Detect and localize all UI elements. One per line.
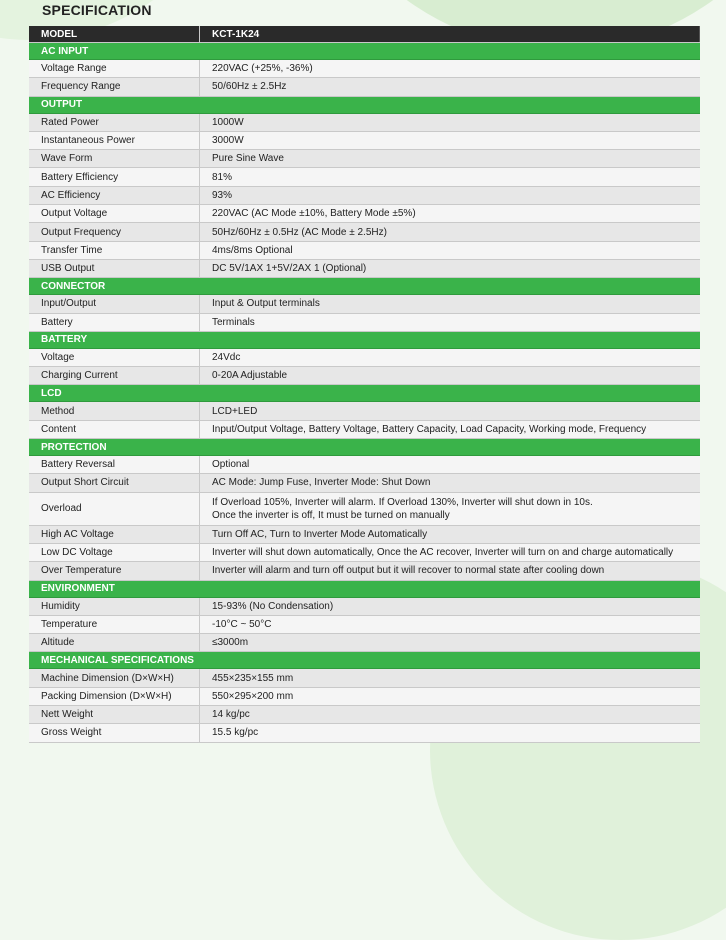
spec-label: Machine Dimension (D×W×H) [29, 669, 200, 687]
table-row [29, 687, 700, 705]
table-row [29, 241, 700, 259]
table-row [29, 543, 700, 561]
table-row [29, 131, 700, 149]
spec-value: 220VAC (AC Mode ±10%, Battery Mode ±5%) [200, 205, 700, 223]
section-title: OUTPUT [29, 96, 700, 113]
spec-value: 220VAC (+25%, -36%) [200, 60, 700, 78]
spec-value: ≤3000m [200, 634, 700, 652]
spec-label: Input/Output [29, 295, 200, 313]
spec-label: Nett Weight [29, 706, 200, 724]
spec-label: Output Frequency [29, 223, 200, 241]
spec-value-line: Once the inverter is off, It must be turned on manually [212, 509, 450, 521]
spec-value-line: If Overload 105%, Inverter will alarm. If Overload 130%, Inverter will shut down in 10s. [212, 496, 593, 508]
table-row [29, 113, 700, 131]
spec-value: 3000W [200, 131, 700, 149]
spec-label: Battery Reversal [29, 456, 200, 474]
table-header-row [29, 26, 700, 43]
spec-label: Content [29, 420, 200, 438]
spec-label: Wave Form [29, 150, 200, 168]
spec-value: DC 5V/1AX 1+5V/2AX 1 (Optional) [200, 259, 700, 277]
spec-label: Frequency Range [29, 78, 200, 96]
section-header [29, 331, 700, 348]
spec-label: Instantaneous Power [29, 131, 200, 149]
table-row [29, 150, 700, 168]
spec-value: 24Vdc [200, 348, 700, 366]
table-row [29, 60, 700, 78]
spec-value: 81% [200, 168, 700, 186]
spec-value [200, 492, 700, 525]
model-value: KCT-1K24 [200, 26, 700, 43]
spec-label: High AC Voltage [29, 525, 200, 543]
spec-value: 1000W [200, 113, 700, 131]
spec-label: Gross Weight [29, 724, 200, 742]
spec-value: Inverter will shut down automatically, Once the AC recover, Inverter will turn on and charge automatically [200, 543, 700, 561]
table-row [29, 562, 700, 580]
table-row [29, 724, 700, 742]
spec-value: 455×235×155 mm [200, 669, 700, 687]
section-title: CONNECTOR [29, 278, 700, 295]
spec-value: 550×295×200 mm [200, 687, 700, 705]
model-label: MODEL [29, 26, 200, 43]
page-title: SPECIFICATION [42, 2, 152, 18]
spec-value: Optional [200, 456, 700, 474]
spec-value: Inverter will alarm and turn off output but it will recover to normal state after cooling down [200, 562, 700, 580]
spec-label: Charging Current [29, 367, 200, 385]
section-title: ENVIRONMENT [29, 580, 700, 597]
spec-label: Low DC Voltage [29, 543, 200, 561]
section-title: PROTECTION [29, 439, 700, 456]
spec-label: Over Temperature [29, 562, 200, 580]
section-header [29, 439, 700, 456]
spec-value: 50Hz/60Hz ± 0.5Hz (AC Mode ± 2.5Hz) [200, 223, 700, 241]
section-title: MECHANICAL SPECIFICATIONS [29, 652, 700, 669]
section-header [29, 96, 700, 113]
spec-label: Output Voltage [29, 205, 200, 223]
table-row [29, 615, 700, 633]
table-row [29, 456, 700, 474]
spec-value: Turn Off AC, Turn to Inverter Mode Automatically [200, 525, 700, 543]
table-row [29, 348, 700, 366]
spec-label: Battery [29, 313, 200, 331]
spec-value: Pure Sine Wave [200, 150, 700, 168]
spec-label: Altitude [29, 634, 200, 652]
spec-value: Input & Output terminals [200, 295, 700, 313]
section-header [29, 580, 700, 597]
spec-value: 15.5 kg/pc [200, 724, 700, 742]
table-row [29, 474, 700, 492]
table-row [29, 525, 700, 543]
section-header [29, 652, 700, 669]
spec-label: Overload [29, 492, 200, 525]
section-title: LCD [29, 385, 700, 402]
spec-label: Rated Power [29, 113, 200, 131]
spec-label: Method [29, 402, 200, 420]
table-row [29, 168, 700, 186]
spec-value: 4ms/8ms Optional [200, 241, 700, 259]
spec-label: Temperature [29, 615, 200, 633]
spec-value: -10°C ~ 50°C [200, 615, 700, 633]
table-row [29, 597, 700, 615]
spec-label: Voltage [29, 348, 200, 366]
table-row [29, 367, 700, 385]
table-row [29, 223, 700, 241]
spec-value: 93% [200, 186, 700, 204]
table-row [29, 78, 700, 96]
spec-value: 14 kg/pc [200, 706, 700, 724]
table-row [29, 295, 700, 313]
spec-value: Input/Output Voltage, Battery Voltage, Battery Capacity, Load Capacity, Working mode, Frequency [200, 420, 700, 438]
table-row [29, 669, 700, 687]
table-row [29, 259, 700, 277]
spec-label: Voltage Range [29, 60, 200, 78]
spec-value: AC Mode: Jump Fuse, Inverter Mode: Shut Down [200, 474, 700, 492]
section-header [29, 43, 700, 60]
spec-label: USB Output [29, 259, 200, 277]
spec-value: 15-93% (No Condensation) [200, 597, 700, 615]
specification-table [29, 26, 700, 743]
spec-label: Transfer Time [29, 241, 200, 259]
spec-value: Terminals [200, 313, 700, 331]
table-row [29, 186, 700, 204]
table-row [29, 420, 700, 438]
table-row [29, 492, 700, 525]
section-header [29, 385, 700, 402]
spec-label: Output Short Circuit [29, 474, 200, 492]
spec-label: AC Efficiency [29, 186, 200, 204]
table-row [29, 634, 700, 652]
spec-value: 0-20A Adjustable [200, 367, 700, 385]
section-title: BATTERY [29, 331, 700, 348]
table-row [29, 706, 700, 724]
table-row [29, 402, 700, 420]
spec-label: Battery Efficiency [29, 168, 200, 186]
table-row [29, 205, 700, 223]
section-header [29, 278, 700, 295]
spec-label: Humidity [29, 597, 200, 615]
spec-value: LCD+LED [200, 402, 700, 420]
section-title: AC INPUT [29, 43, 700, 60]
spec-label: Packing Dimension (D×W×H) [29, 687, 200, 705]
table-row [29, 313, 700, 331]
spec-value: 50/60Hz ± 2.5Hz [200, 78, 700, 96]
